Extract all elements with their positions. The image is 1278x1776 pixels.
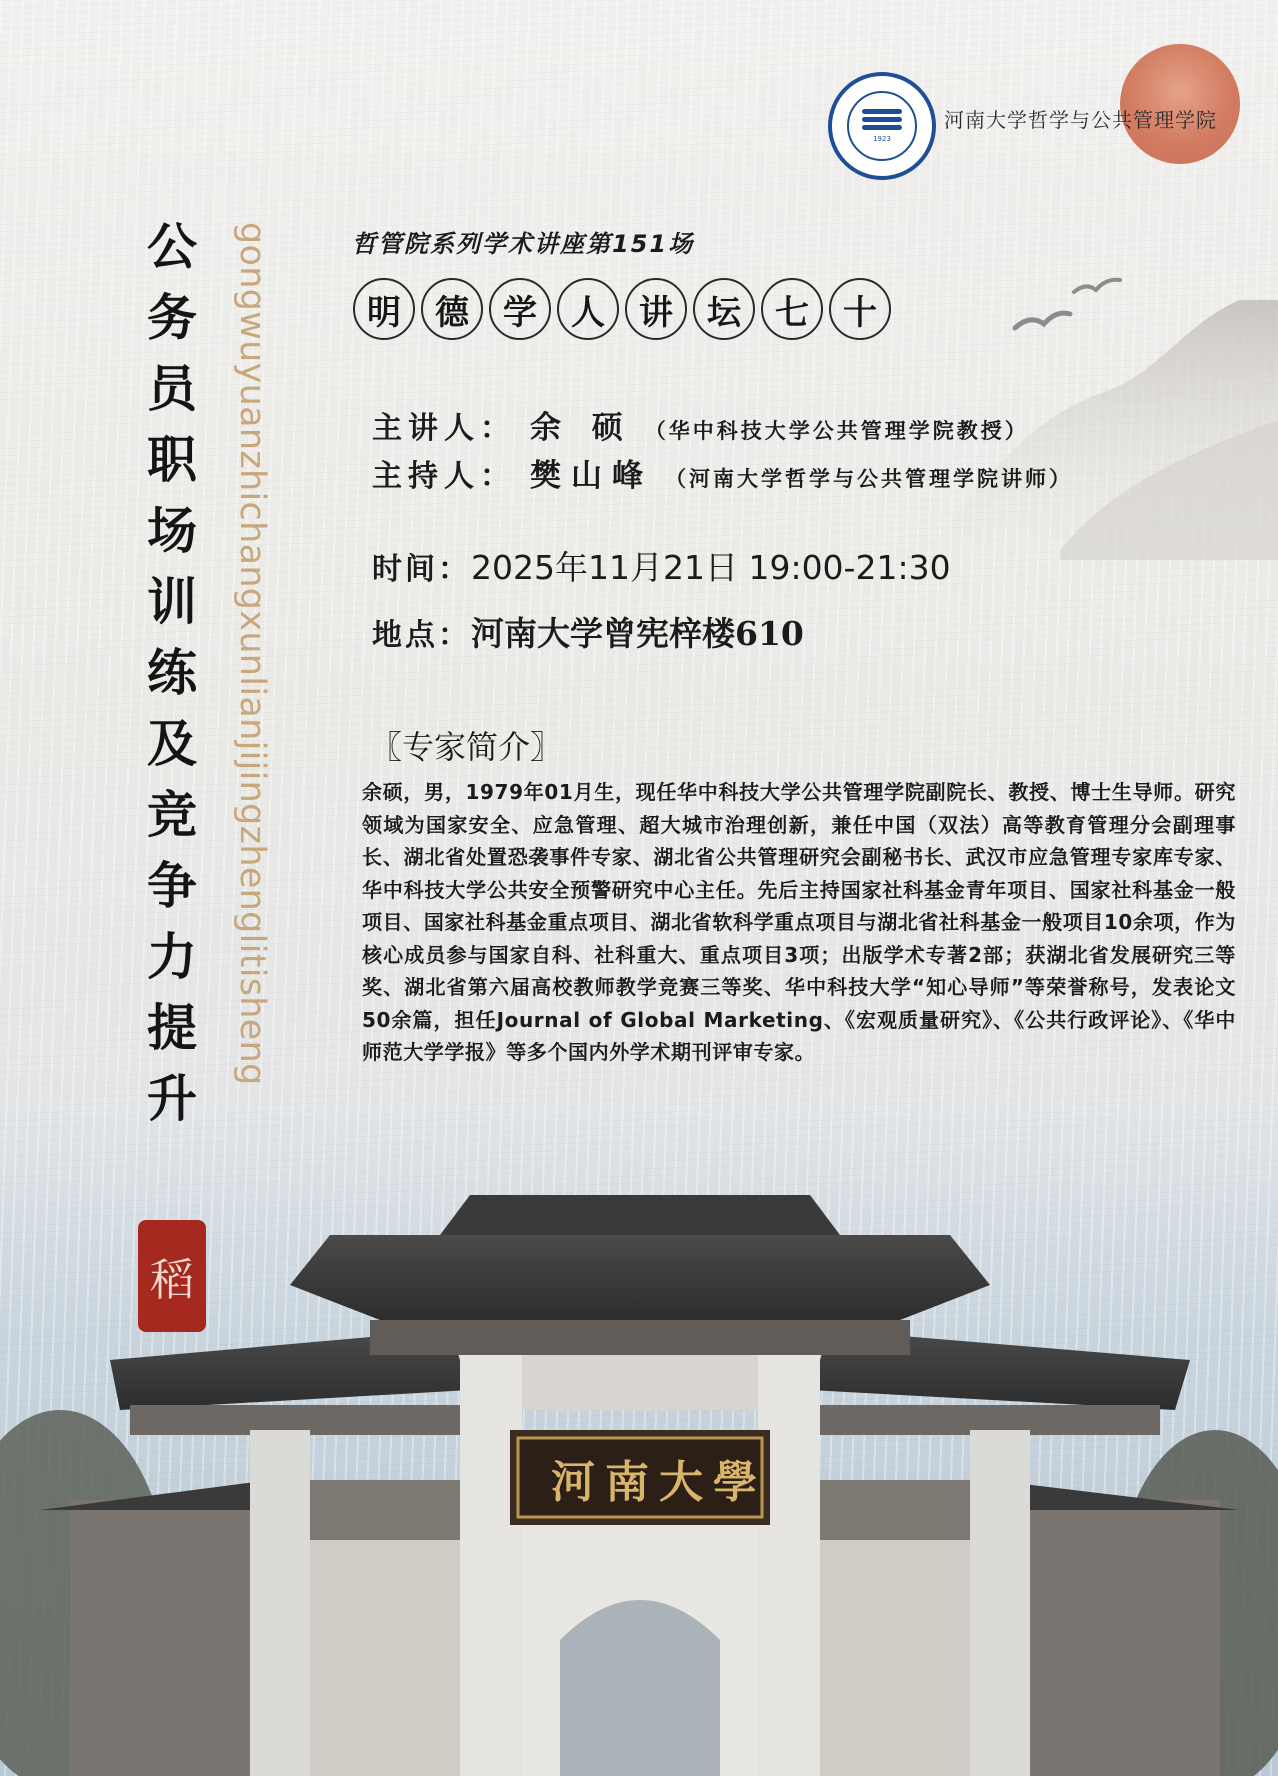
lecture-title-pinyin: gongwuyuanzhichangxunlianjijingzhenglitisheng bbox=[232, 222, 272, 1086]
forum-char: 七 bbox=[761, 278, 823, 340]
venue-label: 地点： bbox=[372, 618, 471, 653]
forum-char: 学 bbox=[489, 278, 551, 340]
host-affiliation: （河南大学哲学与公共管理学院讲师） bbox=[665, 466, 1073, 491]
forum-char: 德 bbox=[421, 278, 483, 340]
time-label: 时间： bbox=[372, 552, 471, 587]
time-value: 2025年11月21日 19:00-21:30 bbox=[471, 548, 951, 587]
speaker-label: 主讲人： bbox=[372, 411, 516, 446]
speaker-line bbox=[372, 402, 1029, 447]
forum-char: 十 bbox=[829, 278, 891, 340]
time-line bbox=[372, 542, 951, 589]
venue-line bbox=[372, 608, 804, 655]
host-label: 主持人： bbox=[372, 459, 516, 494]
lecture-series-label: 哲管院系列学术讲座第151场 bbox=[352, 230, 695, 258]
forum-char: 明 bbox=[353, 278, 415, 340]
seal-char: 稻 bbox=[150, 1255, 194, 1306]
bio-text: 余硕，男，1979年01月生，现任华中科技大学公共管理学院副院长、教授、博士生导师。研究领域为国家安全、应急管理、超大城市治理创新，兼任中国（双法）高等教育管理分会副理事长、湖北省处置恐袭事件专家、湖北省公共管理研究会副秘书长、武汉市应急管理专家库专家、华中科技大学公共安全预警研究中心主任。先后主持国家社科基金青年项目、国家社科基金一般项目、国家社科基金重点项目、湖北省软科学重点项目与湖北省社科基金一般项目10余项，作为核心成员参与国家自科、社科重大、重点项目3项；出版学术专著2部；获湖北省发展研究三等奖、湖北省第六届高校教师教学竞赛三等奖、华中科技大学“知心导师”等荣誉称号，发表论文50余篇，担任Journal of Global Marketing、《宏观质量研究》、《公共行政评论》、《华中师范大学学报》等多个国内外学术期刊评审专家。 bbox=[362, 780, 1236, 1064]
forum-char: 讲 bbox=[625, 278, 687, 340]
host-name: 樊山峰 bbox=[530, 458, 653, 494]
speaker-name: 余 硕 bbox=[530, 410, 633, 446]
lecture-title: 公务员职场训练及竞争力提升 bbox=[147, 218, 197, 1128]
emblem-year: 1923 bbox=[873, 135, 891, 143]
speaker-affiliation: （华中科技大学公共管理学院教授） bbox=[644, 418, 1029, 443]
forum-char: 人 bbox=[557, 278, 619, 340]
host-line bbox=[372, 450, 1073, 495]
bio-heading: 〖专家简介〗 bbox=[370, 728, 563, 766]
college-emblem-logo bbox=[828, 72, 936, 180]
college-name: 河南大学哲学与公共管理学院 bbox=[944, 108, 1217, 132]
forum-name-circles bbox=[353, 278, 891, 340]
venue-value: 河南大学曾宪梓楼610 bbox=[471, 614, 804, 653]
book-wave-icon bbox=[847, 91, 917, 161]
forum-char: 坛 bbox=[693, 278, 755, 340]
gate-sign-text: 河南大學 bbox=[551, 1457, 767, 1508]
